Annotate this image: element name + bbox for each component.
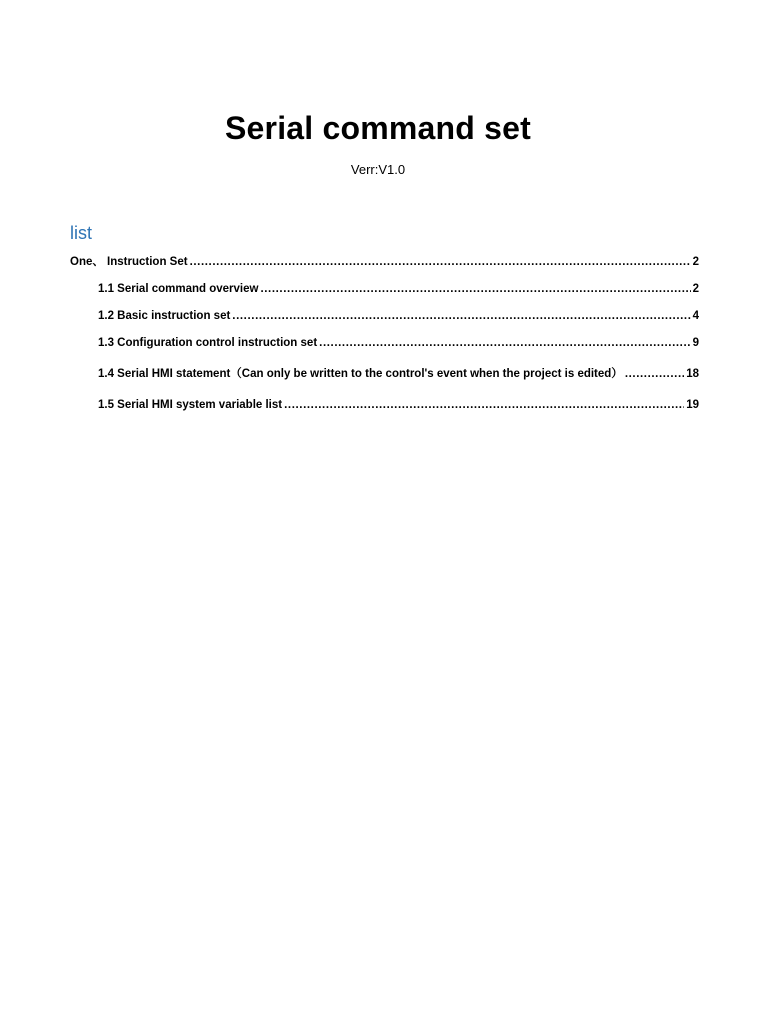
document-title: Serial command set xyxy=(225,110,531,146)
toc-page-number: 2 xyxy=(692,283,699,295)
toc-page-number: 18 xyxy=(686,368,699,380)
toc-entry-serial-hmi-statement[interactable] xyxy=(98,366,699,382)
toc-dot-leader xyxy=(284,397,684,413)
toc-dot-leader xyxy=(625,366,684,382)
toc-dot-leader xyxy=(260,281,690,297)
toc-entry-label: 1.1 Serial command overview xyxy=(98,283,259,295)
toc-entry-configuration-control[interactable] xyxy=(98,335,699,351)
toc-page-number: 4 xyxy=(692,310,699,322)
toc-entry-system-variable-list[interactable] xyxy=(98,397,699,413)
toc-heading: list xyxy=(70,223,92,243)
toc-dot-leader xyxy=(232,308,690,324)
toc-dot-leader xyxy=(319,335,690,351)
toc-entry-basic-instruction-set[interactable] xyxy=(98,308,699,324)
toc-entry-serial-command-overview[interactable] xyxy=(98,281,699,297)
toc-page-number: 9 xyxy=(692,337,699,349)
toc-entry-label: One、 Instruction Set xyxy=(70,256,188,268)
toc-entry-instruction-set[interactable] xyxy=(70,254,699,270)
toc-entry-label: 1.5 Serial HMI system variable list xyxy=(98,399,283,411)
toc-page-number: 19 xyxy=(686,399,699,411)
toc-entry-label: 1.4 Serial HMI statement（Can only be written to the control's event when the project is edited） xyxy=(98,368,623,380)
toc-page-number: 2 xyxy=(692,256,699,268)
document-version: Verr:V1.0 xyxy=(350,162,406,177)
toc-dot-leader xyxy=(190,254,691,270)
toc-entry-label: 1.2 Basic instruction set xyxy=(98,310,231,322)
toc-entry-label: 1.3 Configuration control instruction set xyxy=(98,337,318,349)
